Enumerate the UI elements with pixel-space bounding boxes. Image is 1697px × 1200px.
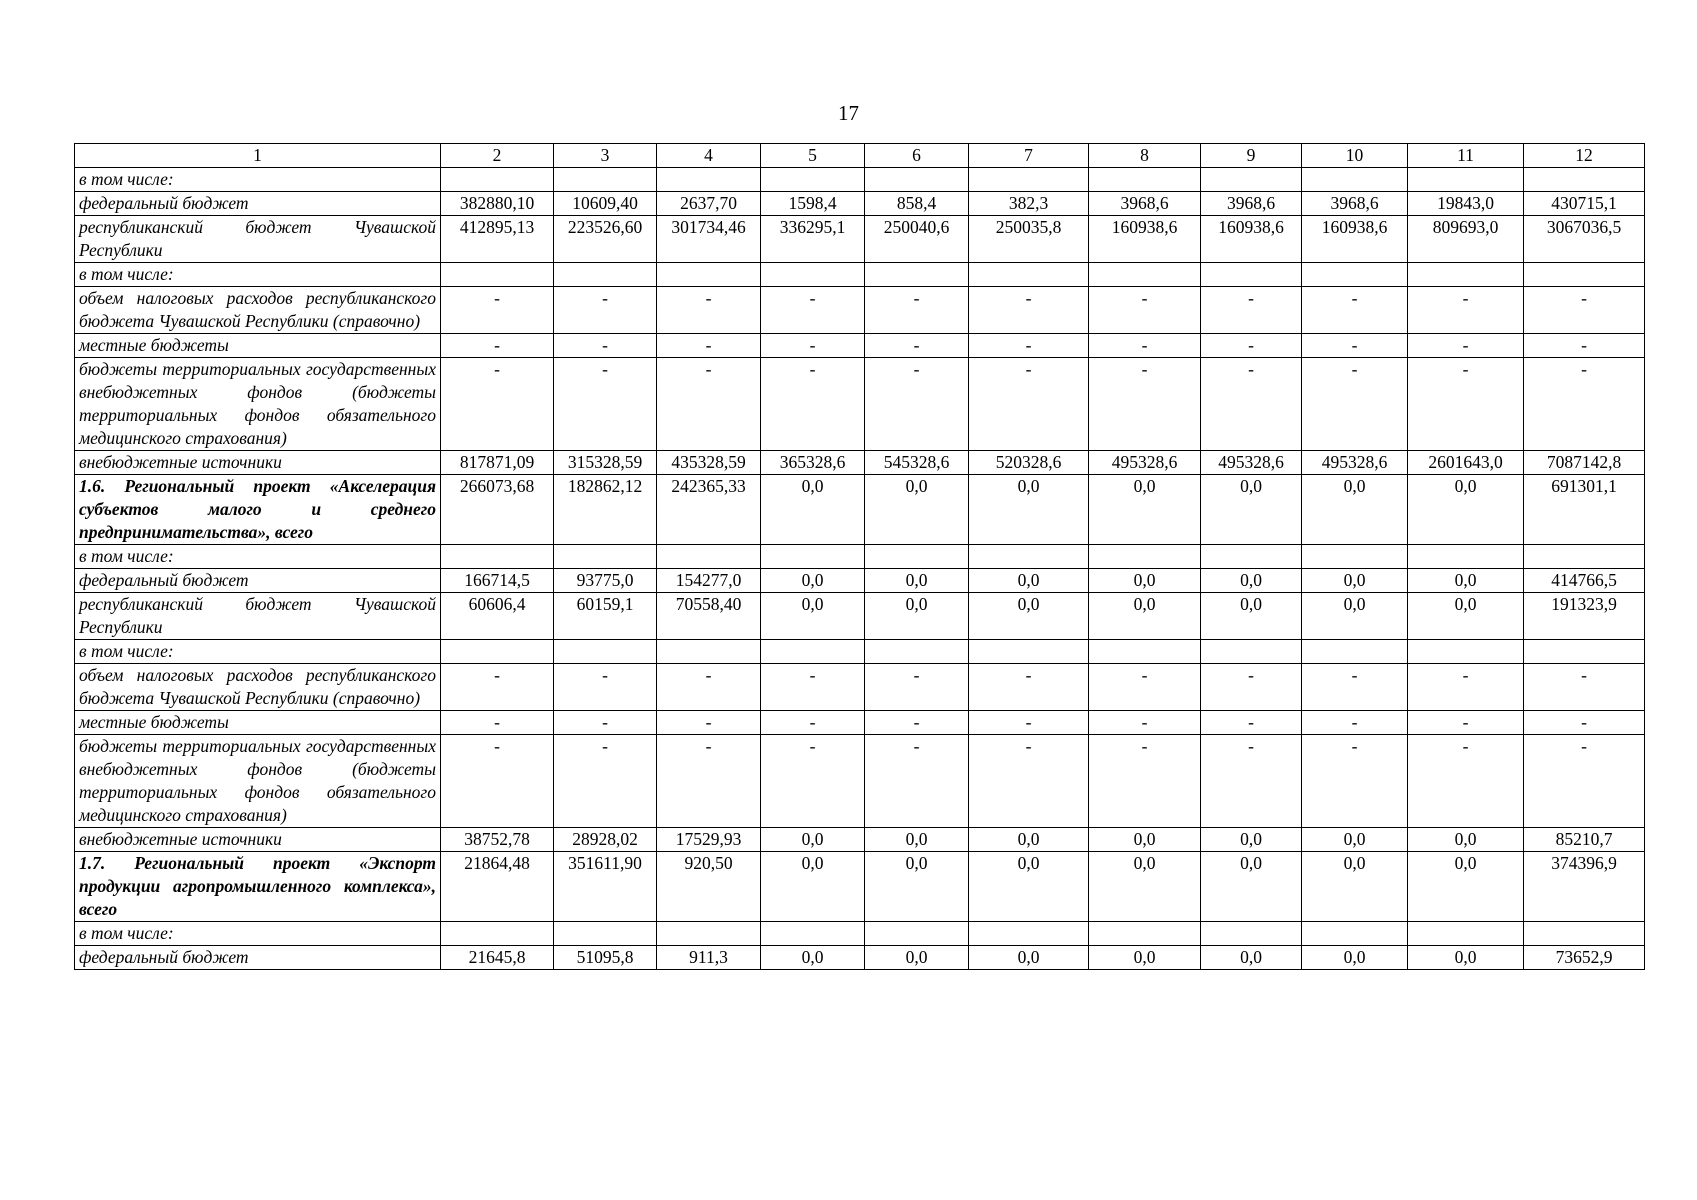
value-cell: - [1089, 334, 1201, 358]
value-cell: 0,0 [1089, 828, 1201, 852]
value-cell [1408, 545, 1524, 569]
value-cell: - [969, 735, 1089, 828]
table-row [75, 263, 1645, 287]
value-cell: - [761, 334, 865, 358]
value-cell: 0,0 [1201, 852, 1302, 922]
value-cell: 0,0 [1089, 946, 1201, 970]
value-cell: - [761, 711, 865, 735]
value-cell: 60606,4 [441, 593, 554, 640]
value-cell: 70558,40 [657, 593, 761, 640]
value-cell: 911,3 [657, 946, 761, 970]
value-cell: 858,4 [865, 192, 969, 216]
row-label: бюджеты территориальных государственных внебюджетных фондов (бюджеты территориальных фондов обязательного медицинского страхования) [75, 358, 441, 451]
row-label: объем налоговых расходов республиканского бюджета Чувашской Республики (справочно) [75, 664, 441, 711]
column-header: 4 [657, 144, 761, 168]
value-cell: 0,0 [761, 946, 865, 970]
value-cell: - [865, 735, 969, 828]
value-cell: - [1302, 287, 1408, 334]
value-cell: - [865, 358, 969, 451]
value-cell [441, 545, 554, 569]
row-label: местные бюджеты [75, 711, 441, 735]
value-cell [1089, 545, 1201, 569]
value-cell: - [1302, 711, 1408, 735]
value-cell [441, 640, 554, 664]
column-header: 5 [761, 144, 865, 168]
value-cell: - [1201, 287, 1302, 334]
value-cell: 19843,0 [1408, 192, 1524, 216]
row-label: в том числе: [75, 640, 441, 664]
value-cell: 0,0 [1408, 593, 1524, 640]
value-cell [441, 168, 554, 192]
value-cell: - [1302, 664, 1408, 711]
value-cell: 10609,40 [554, 192, 657, 216]
value-cell: - [1089, 358, 1201, 451]
value-cell: 336295,1 [761, 216, 865, 263]
value-cell [657, 922, 761, 946]
value-cell: 242365,33 [657, 475, 761, 545]
value-cell: - [865, 711, 969, 735]
value-cell [969, 640, 1089, 664]
table-row [75, 216, 1645, 263]
table-row [75, 168, 1645, 192]
value-cell: 160938,6 [1302, 216, 1408, 263]
value-cell [657, 640, 761, 664]
value-cell: - [1302, 735, 1408, 828]
table-row [75, 735, 1645, 828]
row-label: в том числе: [75, 545, 441, 569]
value-cell: - [761, 287, 865, 334]
row-label: 1.6. Региональный проект «Акселерация субъектов малого и среднего предпринимательства», всего [75, 475, 441, 545]
row-label: местные бюджеты [75, 334, 441, 358]
value-cell [1302, 640, 1408, 664]
column-header: 12 [1524, 144, 1645, 168]
column-header: 8 [1089, 144, 1201, 168]
value-cell: 495328,6 [1302, 451, 1408, 475]
value-cell: 374396,9 [1524, 852, 1645, 922]
value-cell: 17529,93 [657, 828, 761, 852]
value-cell: - [554, 287, 657, 334]
value-cell: 0,0 [1201, 946, 1302, 970]
value-cell [1089, 922, 1201, 946]
row-label: бюджеты территориальных государственных внебюджетных фондов (бюджеты территориальных фондов обязательного медицинского страхования) [75, 735, 441, 828]
column-header: 1 [75, 144, 441, 168]
value-cell: 0,0 [969, 828, 1089, 852]
value-cell: 0,0 [761, 828, 865, 852]
value-cell: 809693,0 [1408, 216, 1524, 263]
value-cell [1408, 640, 1524, 664]
column-header: 10 [1302, 144, 1408, 168]
value-cell: 191323,9 [1524, 593, 1645, 640]
column-header: 3 [554, 144, 657, 168]
value-cell [1302, 922, 1408, 946]
value-cell: 21864,48 [441, 852, 554, 922]
row-label: в том числе: [75, 168, 441, 192]
value-cell: 817871,09 [441, 451, 554, 475]
row-label: федеральный бюджет [75, 946, 441, 970]
value-cell: - [554, 334, 657, 358]
table-row [75, 828, 1645, 852]
table-body [75, 144, 1645, 970]
value-cell: - [1524, 358, 1645, 451]
value-cell: 28928,02 [554, 828, 657, 852]
value-cell: - [1089, 711, 1201, 735]
value-cell: - [761, 358, 865, 451]
value-cell: - [441, 334, 554, 358]
value-cell: - [865, 287, 969, 334]
value-cell: 3067036,5 [1524, 216, 1645, 263]
value-cell: 7087142,8 [1524, 451, 1645, 475]
value-cell [1524, 263, 1645, 287]
value-cell [1089, 168, 1201, 192]
column-header: 9 [1201, 144, 1302, 168]
value-cell: 0,0 [865, 593, 969, 640]
value-cell: 0,0 [1408, 852, 1524, 922]
value-cell: - [1408, 735, 1524, 828]
value-cell [657, 168, 761, 192]
column-header: 2 [441, 144, 554, 168]
row-label: в том числе: [75, 263, 441, 287]
value-cell: - [865, 664, 969, 711]
value-cell: - [1201, 358, 1302, 451]
value-cell: 0,0 [865, 569, 969, 593]
value-cell: - [1201, 735, 1302, 828]
value-cell: - [969, 334, 1089, 358]
value-cell [1201, 263, 1302, 287]
value-cell: - [1302, 334, 1408, 358]
value-cell: - [657, 711, 761, 735]
value-cell: 38752,78 [441, 828, 554, 852]
value-cell: - [554, 735, 657, 828]
value-cell: 0,0 [1201, 828, 1302, 852]
value-cell [761, 922, 865, 946]
value-cell: 85210,7 [1524, 828, 1645, 852]
value-cell [761, 545, 865, 569]
value-cell: 0,0 [1408, 475, 1524, 545]
value-cell: 0,0 [865, 852, 969, 922]
value-cell: - [441, 711, 554, 735]
value-cell: - [865, 334, 969, 358]
value-cell: 0,0 [865, 828, 969, 852]
value-cell: 0,0 [761, 593, 865, 640]
value-cell: 0,0 [865, 946, 969, 970]
value-cell: 2601643,0 [1408, 451, 1524, 475]
value-cell [554, 545, 657, 569]
value-cell: 93775,0 [554, 569, 657, 593]
value-cell: - [1408, 664, 1524, 711]
value-cell: 0,0 [1302, 852, 1408, 922]
value-cell: 0,0 [1302, 593, 1408, 640]
value-cell [1408, 168, 1524, 192]
value-cell: 3968,6 [1201, 192, 1302, 216]
row-label: федеральный бюджет [75, 569, 441, 593]
value-cell: 0,0 [969, 569, 1089, 593]
value-cell: 0,0 [1408, 946, 1524, 970]
value-cell [1201, 922, 1302, 946]
row-label: федеральный бюджет [75, 192, 441, 216]
value-cell: - [441, 735, 554, 828]
value-cell [1302, 263, 1408, 287]
value-cell: 0,0 [1408, 828, 1524, 852]
value-cell [865, 545, 969, 569]
value-cell [1524, 545, 1645, 569]
value-cell: 166714,5 [441, 569, 554, 593]
value-cell: 0,0 [969, 946, 1089, 970]
value-cell: 0,0 [1089, 475, 1201, 545]
value-cell: - [761, 735, 865, 828]
table-row [75, 711, 1645, 735]
value-cell [1302, 168, 1408, 192]
value-cell: - [1524, 735, 1645, 828]
value-cell: 495328,6 [1089, 451, 1201, 475]
value-cell [441, 922, 554, 946]
table-row [75, 475, 1645, 545]
value-cell: 0,0 [761, 852, 865, 922]
value-cell: 315328,59 [554, 451, 657, 475]
value-cell: - [969, 711, 1089, 735]
value-cell: 0,0 [761, 569, 865, 593]
value-cell: 0,0 [1302, 569, 1408, 593]
value-cell: 223526,60 [554, 216, 657, 263]
value-cell: 2637,70 [657, 192, 761, 216]
value-cell: - [761, 664, 865, 711]
value-cell: 51095,8 [554, 946, 657, 970]
value-cell [657, 545, 761, 569]
row-label: республиканский бюджет Чувашской Республики [75, 593, 441, 640]
value-cell: - [1302, 358, 1408, 451]
column-header: 11 [1408, 144, 1524, 168]
value-cell: - [969, 287, 1089, 334]
value-cell: - [969, 358, 1089, 451]
row-label: 1.7. Региональный проект «Экспорт продукции агропромышленного комплекса», всего [75, 852, 441, 922]
value-cell: 3968,6 [1302, 192, 1408, 216]
value-cell: 545328,6 [865, 451, 969, 475]
value-cell: 0,0 [1302, 828, 1408, 852]
value-cell [554, 640, 657, 664]
table-row [75, 852, 1645, 922]
value-cell: 60159,1 [554, 593, 657, 640]
value-cell: 0,0 [1201, 475, 1302, 545]
value-cell: 365328,6 [761, 451, 865, 475]
value-cell: 160938,6 [1089, 216, 1201, 263]
value-cell: - [1524, 664, 1645, 711]
value-cell: - [441, 358, 554, 451]
value-cell: - [969, 664, 1089, 711]
value-cell: 0,0 [969, 852, 1089, 922]
value-cell [1524, 922, 1645, 946]
value-cell: 0,0 [1089, 569, 1201, 593]
value-cell [1408, 922, 1524, 946]
value-cell [554, 168, 657, 192]
value-cell [969, 168, 1089, 192]
value-cell: - [1524, 334, 1645, 358]
value-cell [1201, 640, 1302, 664]
row-label: объем налоговых расходов республиканского бюджета Чувашской Республики (справочно) [75, 287, 441, 334]
value-cell: - [657, 358, 761, 451]
column-header: 7 [969, 144, 1089, 168]
value-cell: 250040,6 [865, 216, 969, 263]
value-cell: 351611,90 [554, 852, 657, 922]
table-row [75, 358, 1645, 451]
value-cell: - [1408, 711, 1524, 735]
value-cell [1201, 545, 1302, 569]
value-cell: - [1089, 735, 1201, 828]
value-cell [761, 168, 865, 192]
value-cell: 430715,1 [1524, 192, 1645, 216]
value-cell: 920,50 [657, 852, 761, 922]
value-cell: 266073,68 [441, 475, 554, 545]
value-cell: - [554, 664, 657, 711]
page-number: 17 [838, 101, 859, 125]
value-cell: - [1408, 334, 1524, 358]
value-cell [1524, 168, 1645, 192]
table-row [75, 593, 1645, 640]
table-row [75, 664, 1645, 711]
value-cell: 495328,6 [1201, 451, 1302, 475]
value-cell: 1598,4 [761, 192, 865, 216]
row-label: внебюджетные источники [75, 451, 441, 475]
table-row [75, 946, 1645, 970]
value-cell: 0,0 [969, 593, 1089, 640]
value-cell: 0,0 [1089, 852, 1201, 922]
value-cell [1089, 640, 1201, 664]
table-row [75, 569, 1645, 593]
value-cell: - [554, 711, 657, 735]
row-label: в том числе: [75, 922, 441, 946]
value-cell: - [1408, 287, 1524, 334]
value-cell: 382,3 [969, 192, 1089, 216]
value-cell [969, 922, 1089, 946]
value-cell [657, 263, 761, 287]
value-cell: 0,0 [1302, 475, 1408, 545]
value-cell [865, 168, 969, 192]
value-cell: - [441, 287, 554, 334]
column-header: 6 [865, 144, 969, 168]
value-cell: - [1201, 711, 1302, 735]
value-cell: 154277,0 [657, 569, 761, 593]
value-cell: 182862,12 [554, 475, 657, 545]
value-cell [865, 922, 969, 946]
value-cell: - [1089, 287, 1201, 334]
row-label: республиканский бюджет Чувашской Республики [75, 216, 441, 263]
value-cell [865, 640, 969, 664]
value-cell: - [554, 358, 657, 451]
value-cell [969, 263, 1089, 287]
value-cell: 414766,5 [1524, 569, 1645, 593]
value-cell [1201, 168, 1302, 192]
value-cell: 0,0 [969, 475, 1089, 545]
value-cell: - [657, 287, 761, 334]
table-row [75, 545, 1645, 569]
value-cell: 412895,13 [441, 216, 554, 263]
value-cell: - [657, 664, 761, 711]
value-cell [1089, 263, 1201, 287]
value-cell: 382880,10 [441, 192, 554, 216]
table-row [75, 640, 1645, 664]
value-cell: 160938,6 [1201, 216, 1302, 263]
table-row [75, 192, 1645, 216]
value-cell: 0,0 [1201, 569, 1302, 593]
value-cell: 250035,8 [969, 216, 1089, 263]
value-cell: 691301,1 [1524, 475, 1645, 545]
value-cell: - [1201, 664, 1302, 711]
value-cell [761, 640, 865, 664]
value-cell: 21645,8 [441, 946, 554, 970]
value-cell: - [657, 334, 761, 358]
header-row [75, 144, 1645, 168]
value-cell [441, 263, 554, 287]
value-cell: - [1408, 358, 1524, 451]
value-cell [865, 263, 969, 287]
value-cell: 0,0 [865, 475, 969, 545]
value-cell: 0,0 [761, 475, 865, 545]
value-cell: 3968,6 [1089, 192, 1201, 216]
value-cell [1524, 640, 1645, 664]
value-cell: 0,0 [1408, 569, 1524, 593]
value-cell: - [1524, 287, 1645, 334]
budget-table [74, 143, 1645, 970]
value-cell [1408, 263, 1524, 287]
value-cell [761, 263, 865, 287]
value-cell [554, 263, 657, 287]
value-cell: 0,0 [1302, 946, 1408, 970]
table-row [75, 334, 1645, 358]
table-row [75, 922, 1645, 946]
value-cell: 520328,6 [969, 451, 1089, 475]
value-cell: - [657, 735, 761, 828]
value-cell: 301734,46 [657, 216, 761, 263]
value-cell: - [1201, 334, 1302, 358]
value-cell: - [1524, 711, 1645, 735]
value-cell [1302, 545, 1408, 569]
value-cell: 73652,9 [1524, 946, 1645, 970]
value-cell [969, 545, 1089, 569]
value-cell: 0,0 [1089, 593, 1201, 640]
value-cell: 435328,59 [657, 451, 761, 475]
value-cell: - [1089, 664, 1201, 711]
value-cell: 0,0 [1201, 593, 1302, 640]
table-row [75, 287, 1645, 334]
value-cell: - [441, 664, 554, 711]
value-cell [554, 922, 657, 946]
table-row [75, 451, 1645, 475]
row-label: внебюджетные источники [75, 828, 441, 852]
